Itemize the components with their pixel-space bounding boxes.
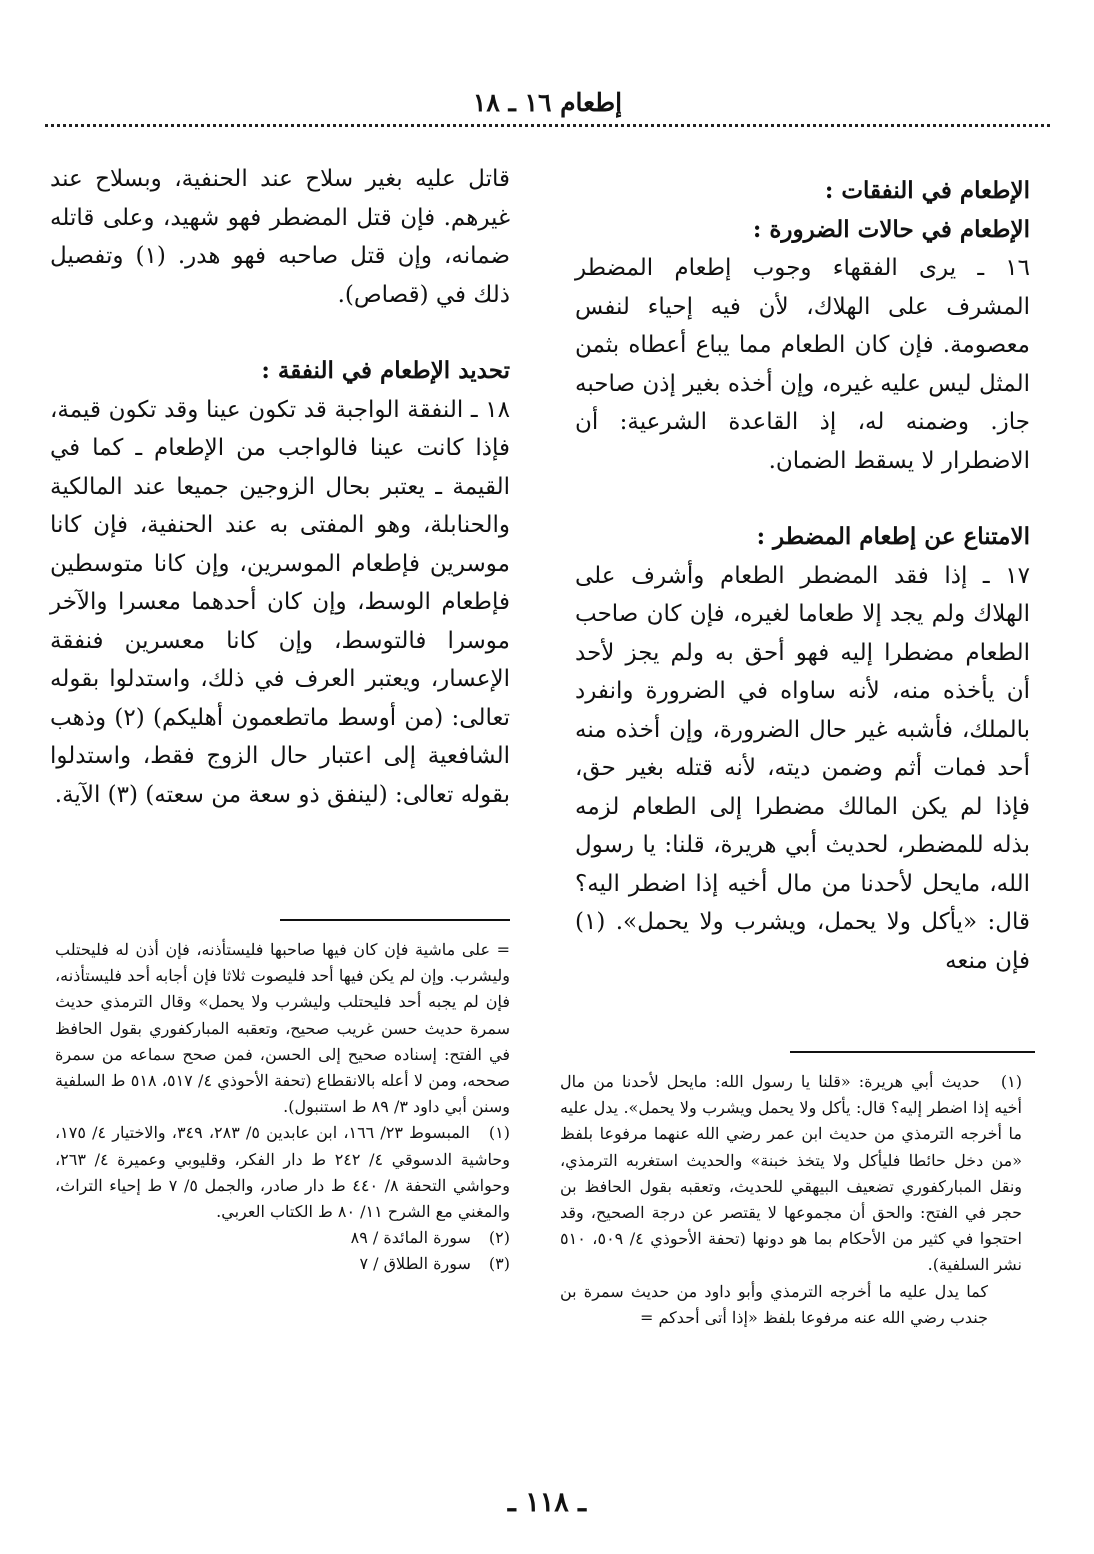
left-column [50,160,510,814]
footnote-text: سورة المائدة / ٨٩ [350,1228,471,1248]
running-header: إطعام ١٦ ـ ١٨ [472,88,623,117]
section-heading: تحديد الإطعام في النفقة : [261,357,510,384]
paragraph-17: ١٧ ـ إذا فقد المضطر الطعام وأشرف على الهلاك ولم يجد إلا طعاما لغيره، فإن كان صاحب الطعام مضطرا إليه فهو أحق به ولم يجز لأحد أن يأخذه منه، لأنه ساواه في الضرورة وانفرد بالملك، فأشبه غير حال الضرورة، وإن أخذه منه أحد فمات أثم وضمن ديته، لأنه قتله بغير حق، فإذا لم يكن المالك مضطرا إلى الطعام لزمه بذله للمضطر، لحديث أبي هريرة، قلنا: يا رسول الله، مايحل لأحدنا من مال أخيه إذا اضطر اليه؟ قال: «يأكل ولا يحمل، ويشرب ولا يحمل». (١) فإن منعه [575,562,1030,974]
page-number: ـ ١١٨ ـ [507,1487,587,1518]
footnote-continuation: = على ماشية فإن كان فيها صاحبها فليستأذنه، فإن أذن له فليحتلب وليشرب. وإن لم يكن فيها أحد فليصوت ثلاثا فإن أجابه أحد فليستأذنه، فإن لم يجبه أحد فليحتلب وليشرب ولا يحمل» وقال الترمذي حديث سمرة حديث حسن غريب صحيح، وتعقبه المباركفوري بقول الحافظ في الفتح: إسناده صحيح إلى الحسن، فمن صحح سماعه من سمرة صححه، ومن لا أعله بالانقطاع (تحفة الأحوذي ٤/ ٥١٧، ٥١٨ ط السلفية وسنن أبي داود ٣/ ٨٩ ط استنبول). [55,940,511,1117]
footnote-item [55,1251,510,1277]
footnote-number: (١) [488,1123,510,1143]
section-heading: الإطعام في حالات الضرورة : [752,215,1030,243]
footnote-text: سورة الطلاق / ٧ [359,1254,471,1274]
footnote-continuation: كما يدل عليه ما أخرجه الترمذي وأبو داود من حديث سمرة بن جندب رضي الله عنه مرفوعا بلفظ «إذا أتى أحدكم = [560,1281,988,1327]
spacer [575,480,1030,518]
footnote-item [55,1120,510,1225]
footnote-rule [790,1051,1035,1053]
footnotes-right [560,1069,1022,1331]
footnote-text: المبسوط ٢٣/ ١٦٦، ابن عابدين ٥/ ٢٨٣، ٣٤٩، والاختيار ٤/ ١٧٥، وحاشية الدسوقي ٤/ ٢٤٢ ط دار الفكر، وقليوبي وعميرة ٤/ ٢٦٣، وحواشي التحفة ٨/ ٤٤٠ ط دار صادر، والجمل ٥/ ٧ ط إحياء التراث، والمغني مع الشرح ١١/ ٨٠ ط الكتاب العربي. [55,1123,511,1222]
footnote-item [560,1069,1022,1279]
footnote-text: حديث أبي هريرة: «قلنا يا رسول الله: مايحل لأحدنا من مال أخيه إذا اضطر إليه؟ قال: يأكل ولا يحمل ويشرب ولا يحمل». يدل عليه ما أخرجه الترمذي من حديث ابن عمر رضي الله عنهما مرفوعا بلفظ «من دخل حائطا فليأكل ولا يتخذ خبنة» والحديث استغربه الترمذي، ونقل المباركفوري تضعيف البيهقي للحديث، وتعقبه بقول الحافظ بن حجر في الفتح: والحق أن مجموعها لا يقتصر عن درجة الصحيح، وقد احتجوا في كثير من الأحكام بما هو دونها (تحفة الأحوذي ٤/ ٥٠٩، ٥١٠ نشر السلفية). [560,1072,1022,1275]
footnotes-left [55,937,510,1278]
right-column [575,172,1030,980]
footnote-number: (٣) [488,1254,510,1274]
paragraph-18: ١٨ ـ النفقة الواجبة قد تكون عينا وقد تكون قيمة، فإذا كانت عينا فالواجب من الإطعام ـ كما في القيمة ـ يعتبر بحال الزوجين جميعا عند المالكية والحنابلة، وهو المفتى به عند الحنفية، فإن كانا موسرين فإطعام الموسرين، وإن كانا متوسطين فإطعام الوسط، وإن كان أحدهما معسرا والآخر موسرا فالتوسط، وإن كانا معسرين فنفقة الإعسار، ويعتبر العرف في ذلك، واستدلوا بقوله تعالى: (من أوسط ماتطعمون أهليكم) (٢) وذهب الشافعية إلى اعتبار حال الزوج فقط، واستدلوا بقوله تعالى: (لينفق ذو سعة من سعته) (٣) الآية. [50,396,510,808]
paragraph-16: ١٦ ـ يرى الفقهاء وجوب إطعام المضطر المشرف على الهلاك، لأن فيه إحياء لنفس معصومة. فإن كان الطعام مما يباع أعطاه بثمن المثل ليس عليه غيره، وإن أخذه بغير إذن صاحبه جاز. وضمنه له، إذ القاعدة الشرعية: أن الاضطرار لا يسقط الضمان. [575,255,1030,474]
footnote-rule [280,919,510,921]
section-heading: الامتناع عن إطعام المضطر : [756,523,1030,550]
spacer [50,314,510,352]
footnote-number: (٢) [488,1228,510,1248]
header-dotted-rule [45,124,1050,127]
section-heading: الإطعام في النفقات : [824,177,1030,204]
footnote-number: (١) [1000,1072,1022,1091]
footnote-item [55,1225,510,1251]
paragraph-continuation: قاتل عليه بغير سلاح عند الحنفية، وبسلاح عند غيرهم. فإن قتل المضطر فهو شهيد، وعلى قاتله ضمانه، وإن قتل صاحبه فهو هدر. (١) وتفصيل ذلك في (قصاص). [50,166,510,308]
